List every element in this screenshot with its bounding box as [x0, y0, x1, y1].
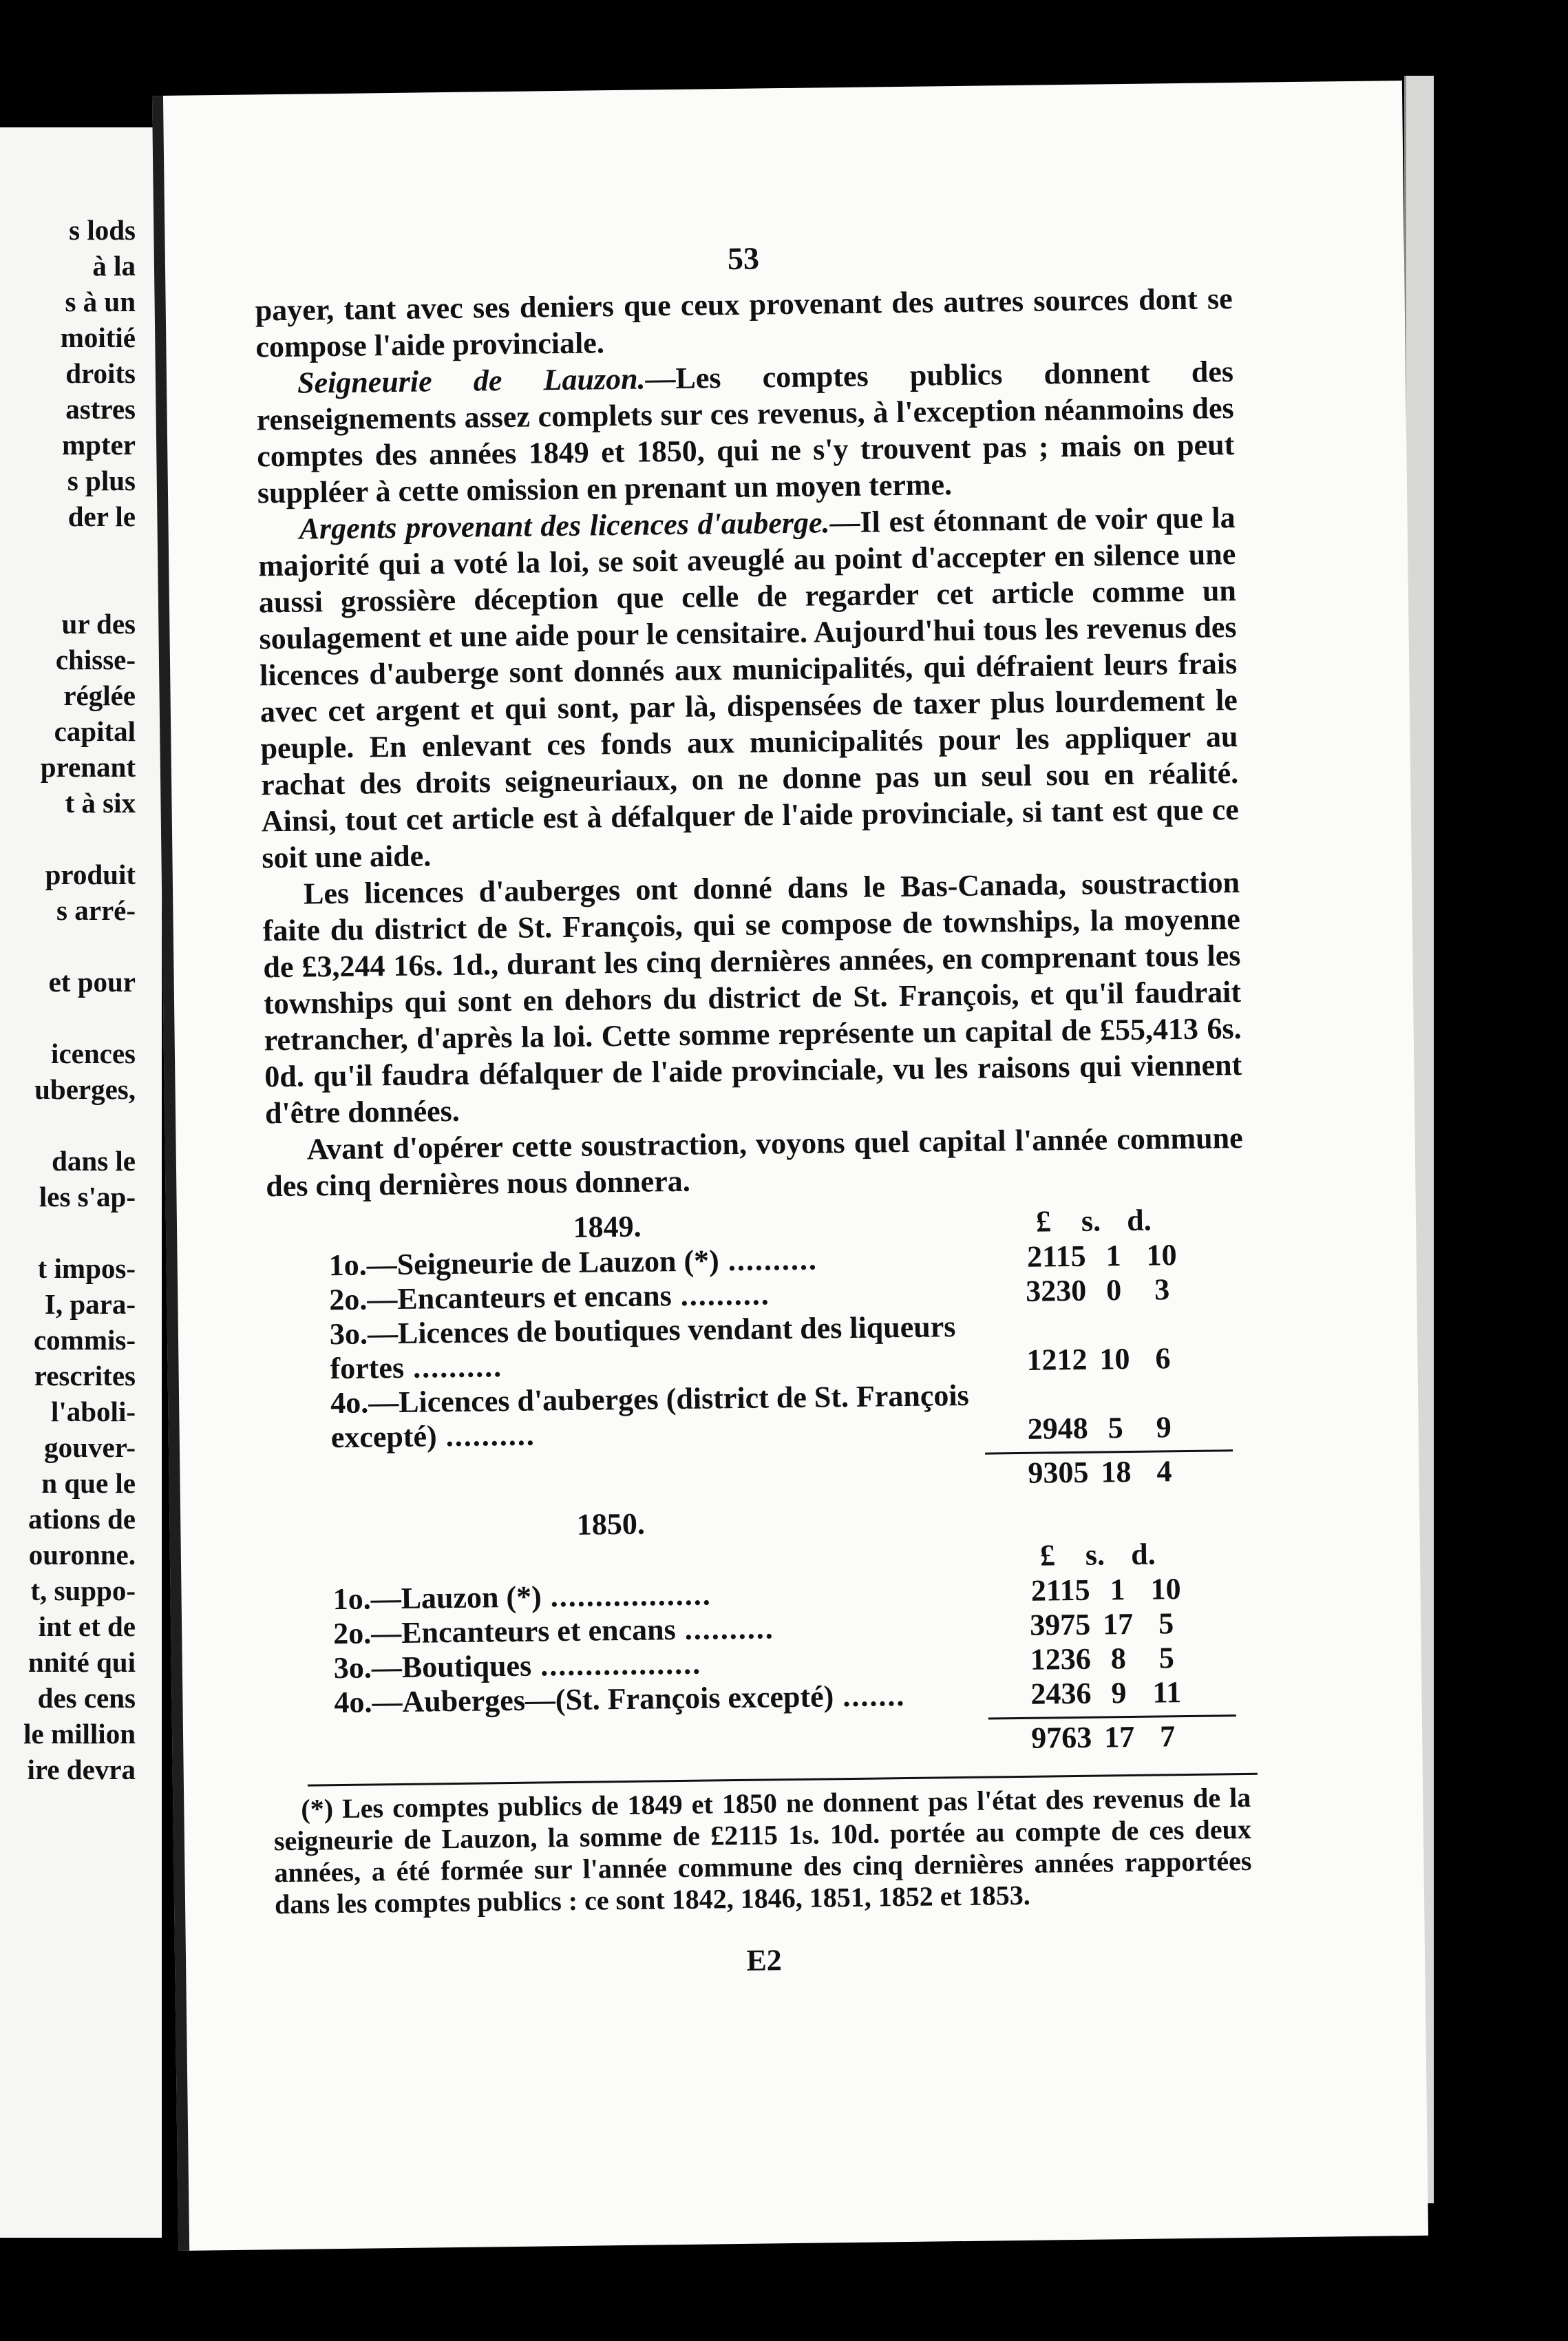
pence-header: d. [1130, 1537, 1156, 1571]
table-year: 1850. [576, 1507, 646, 1542]
previous-page-line: t à six [65, 787, 136, 819]
page-number: 53 [727, 240, 760, 277]
pence-value: 10 [1146, 1238, 1177, 1272]
pence-value: 6 [1155, 1341, 1171, 1376]
paragraph-1 [255, 280, 1233, 365]
paragraph-runin: Seigneurie de Lauzon. [297, 361, 646, 400]
pence-value: 10 [1150, 1572, 1181, 1606]
pence-value: 9 [1156, 1410, 1172, 1445]
paragraph-4 [262, 864, 1242, 1131]
pence-value: 3 [1154, 1272, 1170, 1307]
previous-page-line: rescrites [34, 1360, 136, 1392]
pounds-header: £ [1035, 1204, 1052, 1239]
paragraph-text: payer, tant avec ses deniers que ceux provenant des autres sources dont se compose l'aide provinciale. [255, 282, 1233, 364]
previous-page-line: ations de [28, 1503, 136, 1535]
row-label: 1o.—Lauzon (*) .................. [332, 1577, 712, 1617]
paragraph-2 [256, 353, 1235, 511]
previous-page-line: des cens [37, 1682, 136, 1714]
previous-page-line: mpter [61, 429, 136, 461]
previous-page-line: le million [23, 1718, 136, 1750]
shillings-value: 8 [1110, 1641, 1127, 1676]
shillings-value: 9 [1111, 1676, 1127, 1710]
row-label: 4o.—Auberges—(St. François excepté) ....... [334, 1679, 906, 1720]
previous-page-line: chisse- [55, 644, 136, 675]
total-shillings: 17 [1103, 1719, 1135, 1754]
row-label: 4o.—Licences d'auberges (district de St. François excepté) .......... [330, 1378, 969, 1455]
shillings-value: 1 [1110, 1573, 1125, 1607]
paragraph-text: —Il est étonnant de voir que la majorité qui a voté la loi, se soit aveuglé au point d'accepter en silence une aussi grossière déception que celle de regarder cet article comme un soulagement et une aide pour le censitaire. Aujourd'hui tous les revenus des licences d'auberge sont donnés aux municipalités, qui défraient leurs frais avec cet argent et qui sont, par là, dispensées de taxer plus lourdement le peuple. En enlevant ces fonds aux municipalités pour les appliquer au rachat des droits seigneuriaux, on ne donne pas un seul sou en réalité. Ainsi, tout cet article est à défalquer de l'aide provinciale, si tant est que ce soit une aide. [258, 501, 1240, 875]
paragraph-runin: Argents provenant des licences d'auberge. [299, 505, 830, 546]
previous-page-line: n que le [41, 1467, 136, 1499]
shillings-value: 17 [1102, 1606, 1134, 1641]
previous-page-line: et pour [48, 966, 136, 998]
shillings-value: 10 [1099, 1341, 1130, 1376]
total-pounds: 9763 [1030, 1720, 1092, 1755]
previous-page-line: capital [54, 715, 136, 747]
previous-page-line: réglée [63, 680, 136, 711]
pence-value: 11 [1152, 1675, 1182, 1710]
row-label: 2o.—Encanteurs et encans .......... [332, 1611, 774, 1651]
previous-page-fragment [0, 127, 162, 2238]
pounds-value: 1212 [1026, 1342, 1088, 1377]
paragraph-5 [265, 1120, 1243, 1204]
previous-page-line: int et de [38, 1610, 136, 1642]
previous-page-line: t impos- [37, 1252, 136, 1284]
pounds-value: 3230 [1025, 1273, 1087, 1308]
previous-page-line: s à un [65, 286, 136, 317]
total-shillings: 18 [1101, 1454, 1132, 1489]
total-pounds: 9305 [1028, 1455, 1089, 1490]
previous-page-line: astres [65, 393, 136, 425]
previous-page-line: moitié [60, 322, 136, 353]
previous-page-line: prenant [40, 751, 136, 783]
row-label: 3o.—Boutiques .................. [333, 1646, 702, 1686]
paragraph-text: Les licences d'auberges ont donné dans le Bas-Canada, soustraction faite du district de St. François, qui se compose de townships, la moyenne de £3,244 16s. 1d., durant les cinq dernières années, en comprenant tous les townships qui sont en dehors du district de St. François, et qu'il faudrait retrancher, d'après la loi. Cette somme représente un capital de £55,413 6s. 0d. qu'il faudra défalquer de l'aide provinciale, vu les raisons qui viennent d'être données. [262, 865, 1242, 1131]
total-pence: 7 [1159, 1719, 1176, 1754]
total-row [269, 1451, 1247, 1502]
pence-value: 5 [1158, 1606, 1174, 1641]
pounds-value: 2115 [1026, 1239, 1086, 1274]
previous-page-line: icences [51, 1038, 136, 1069]
page-content [255, 234, 1253, 1984]
signature-mark: E2 [746, 1943, 783, 1977]
row-label: 1o.—Seigneurie de Lauzon (*) .......... [328, 1242, 818, 1283]
pounds-value: 1236 [1030, 1641, 1092, 1677]
total-row [273, 1717, 1251, 1767]
previous-page-line: dans le [52, 1145, 136, 1177]
book-page [152, 81, 1428, 2251]
row-label: 3o.—Licences de boutiques vendant des liqueurs fortes .......... [329, 1310, 956, 1386]
previous-page-line: nnité qui [28, 1646, 136, 1678]
shillings-value: 5 [1108, 1411, 1123, 1445]
previous-page-line: droits [65, 357, 136, 389]
previous-page-line: ouronne. [28, 1539, 136, 1571]
shillings-header: s. [1081, 1204, 1101, 1238]
pence-header: d. [1126, 1203, 1152, 1238]
paragraph-text: —Les comptes publics donnent des renseignements assez complets sur ces revenus, à l'exception néanmoins des comptes des années 1849 et 1850, qui ne s'y trouvent pas ; mais on peut suppléer à cette omission en prenant un moyen terme. [256, 355, 1235, 510]
paragraph-text: Avant d'opérer cette soustraction, voyons quel capital l'année commune des cinq dernières nous donnera. [266, 1120, 1243, 1204]
row-label: 2o.—Encanteurs et encans .......... [329, 1277, 771, 1317]
previous-page-line: ire devra [27, 1754, 136, 1785]
previous-page-line: ur des [61, 608, 136, 640]
table-year: 1849. [573, 1209, 642, 1244]
previous-page-line: I, para- [44, 1288, 136, 1320]
pounds-header: £ [1039, 1538, 1056, 1573]
shillings-header: s. [1085, 1537, 1105, 1572]
revenue-table-1849 [266, 1201, 1247, 1502]
paragraph-3 [257, 499, 1239, 876]
previous-page-line: à la [92, 250, 136, 282]
footnote: (*) Les comptes publics de 1849 et 1850 ne donnent pas l'état des revenus de la seigneurie de Lauzon, la somme de £2115 1s. 10d. portée au compte de ces deux années, a été formée sur l'année commune des cinq dernières années rapportées dans les comptes publics : ce sont 1842, 1846, 1851, 1852 et 1853. [273, 1781, 1252, 1920]
pounds-value: 3975 [1029, 1607, 1091, 1642]
table-row [268, 1375, 1247, 1456]
pounds-value: 2436 [1030, 1676, 1092, 1711]
previous-page-line: les s'ap- [39, 1181, 136, 1213]
shillings-value: 1 [1105, 1239, 1121, 1273]
pounds-value: 2948 [1027, 1411, 1088, 1446]
previous-page-line: t, suppo- [30, 1575, 136, 1606]
previous-page-line: s lods [69, 214, 136, 246]
previous-page-line: uberges, [34, 1073, 136, 1105]
total-pence: 4 [1156, 1454, 1172, 1489]
revenue-table-1850 [270, 1498, 1250, 1767]
previous-page-line: commis- [33, 1324, 136, 1356]
previous-page-line: gouver- [44, 1431, 136, 1463]
previous-page-line: produit [45, 859, 136, 890]
pounds-value: 2115 [1030, 1573, 1090, 1608]
pence-value: 5 [1158, 1641, 1175, 1675]
previous-page-line: s plus [67, 465, 136, 496]
previous-page-line: l'aboli- [50, 1396, 136, 1427]
table-row [268, 1306, 1246, 1387]
previous-page-line: s arré- [56, 894, 136, 926]
shillings-value: 0 [1105, 1273, 1122, 1308]
previous-page-line: der le [67, 501, 136, 532]
